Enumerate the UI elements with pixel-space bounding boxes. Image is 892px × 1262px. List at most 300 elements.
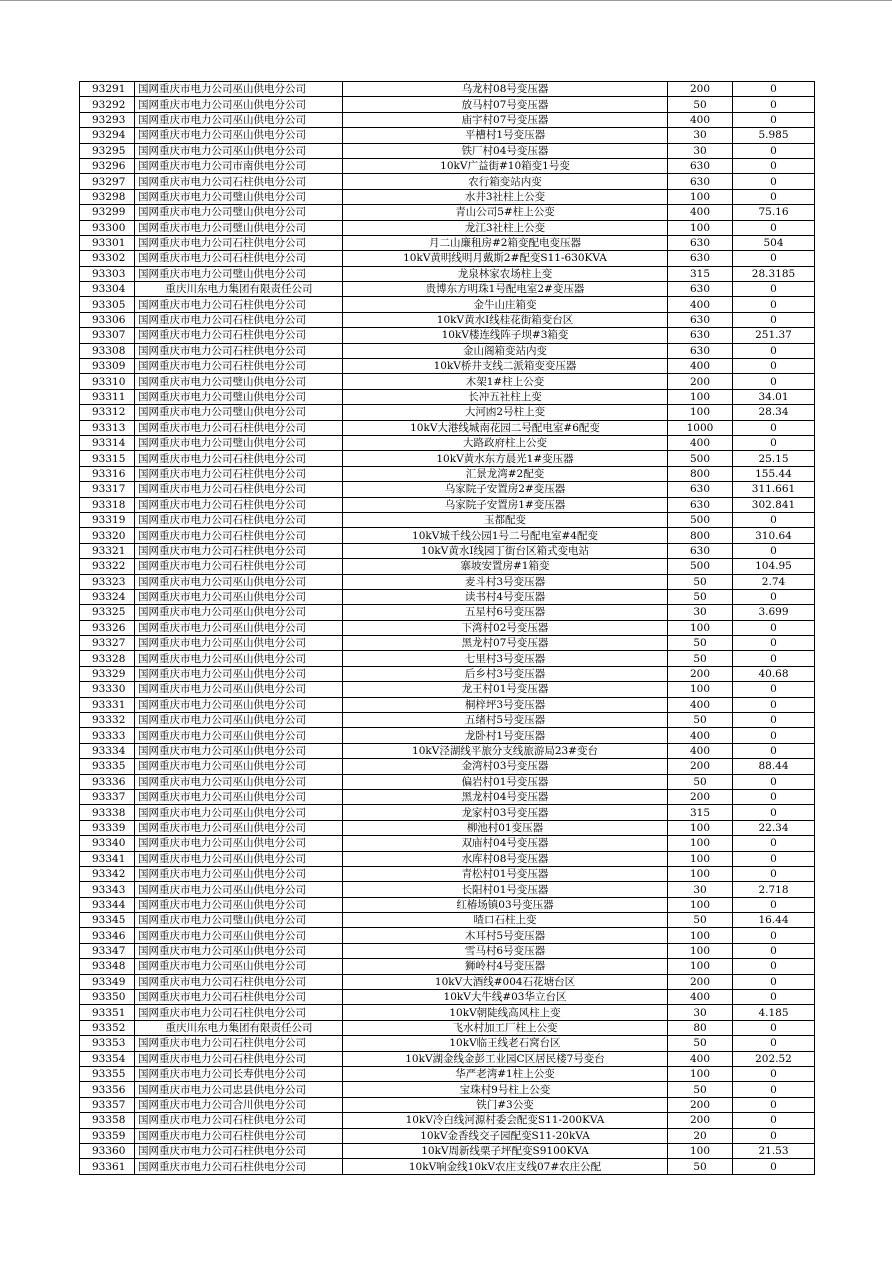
cell-value: 0 [733,158,815,173]
cell-value: 0 [733,359,815,374]
cell-capacity: 100 [668,959,733,974]
table-row [80,174,815,189]
cell-capacity: 50 [668,636,733,651]
cell-capacity: 100 [668,866,733,881]
cell-company: 国网重庆市电力公司巫山供电分公司 [135,128,343,143]
table-row [80,1159,815,1174]
cell-company: 国网重庆市电力公司石柱供电分公司 [135,1051,343,1066]
cell-capacity: 400 [668,112,733,127]
cell-id: 93297 [80,174,135,189]
cell-value: 0 [733,112,815,127]
cell-value: 0 [733,97,815,112]
cell-company: 国网重庆市电力公司巫山供电分公司 [135,605,343,620]
table-row [80,928,815,943]
cell-transformer-name: 庙宇村07号变压器 [343,112,668,127]
cell-transformer-name: 贵博东方明珠1号配电室2#变压器 [343,282,668,297]
cell-value: 0 [733,82,815,97]
cell-company: 国网重庆市电力公司长寿供电分公司 [135,1067,343,1082]
cell-capacity: 30 [668,882,733,897]
cell-transformer-name: 飞水村加工厂柱上公变 [343,1020,668,1035]
cell-value: 0 [733,1082,815,1097]
table-row [80,328,815,343]
cell-value: 0 [733,1067,815,1082]
cell-id: 93336 [80,774,135,789]
table-row [80,143,815,158]
cell-capacity: 630 [668,543,733,558]
cell-company: 国网重庆市电力公司巫山供电分公司 [135,743,343,758]
cell-capacity: 100 [668,1143,733,1158]
cell-transformer-name: 双庙村04号变压器 [343,836,668,851]
cell-capacity: 200 [668,82,733,97]
cell-company: 国网重庆市电力公司巫山供电分公司 [135,897,343,912]
cell-company: 国网重庆市电力公司巫山供电分公司 [135,666,343,681]
cell-transformer-name: 五绪村5号变压器 [343,713,668,728]
table-row [80,651,815,666]
cell-id: 93359 [80,1128,135,1143]
table-row [80,1082,815,1097]
cell-value: 504 [733,235,815,250]
cell-transformer-name: 龙江3社柱上公变 [343,220,668,235]
table-row [80,1020,815,1035]
cell-company: 国网重庆市电力公司巫山供电分公司 [135,112,343,127]
cell-value: 0 [733,1128,815,1143]
cell-transformer-name: 后乡村3号变压器 [343,666,668,681]
cell-company: 国网重庆市电力公司石柱供电分公司 [135,420,343,435]
cell-capacity: 50 [668,713,733,728]
cell-value: 0 [733,220,815,235]
cell-id: 93307 [80,328,135,343]
table-row [80,1113,815,1128]
cell-id: 93341 [80,851,135,866]
cell-capacity: 315 [668,266,733,281]
cell-value: 25.15 [733,451,815,466]
cell-id: 93344 [80,897,135,912]
cell-value: 40.68 [733,666,815,681]
table-row [80,466,815,481]
table-row [80,697,815,712]
cell-id: 93346 [80,928,135,943]
table-row [80,343,815,358]
cell-transformer-name: 长阳村01号变压器 [343,882,668,897]
cell-capacity: 400 [668,1051,733,1066]
cell-id: 93292 [80,97,135,112]
cell-value: 16.44 [733,913,815,928]
cell-capacity: 200 [668,374,733,389]
table-row [80,682,815,697]
cell-capacity: 630 [668,312,733,327]
cell-capacity: 200 [668,759,733,774]
table-row [80,990,815,1005]
cell-transformer-name: 下湾村02号变压器 [343,620,668,635]
table-row [80,805,815,820]
cell-id: 93312 [80,405,135,420]
cell-transformer-name: 七里村3号变压器 [343,651,668,666]
cell-company: 国网重庆市电力公司璧山供电分公司 [135,405,343,420]
cell-transformer-name: 农行箱变站内变 [343,174,668,189]
table-row [80,359,815,374]
table-row [80,1143,815,1158]
cell-id: 93327 [80,636,135,651]
cell-value: 0 [733,1036,815,1051]
cell-transformer-name: 平槽村1号变压器 [343,128,668,143]
table-row [80,158,815,173]
cell-value: 0 [733,1097,815,1112]
cell-transformer-name: 乌家院子安置房2#变压器 [343,482,668,497]
cell-value: 155.44 [733,466,815,481]
cell-transformer-name: 10kV金香线交子园配变S11-20kVA [343,1128,668,1143]
cell-value: 0 [733,713,815,728]
table-row [80,543,815,558]
cell-company: 国网重庆市电力公司巫山供电分公司 [135,774,343,789]
cell-value: 22.34 [733,820,815,835]
cell-value: 0 [733,620,815,635]
cell-value: 3.699 [733,605,815,620]
cell-id: 93338 [80,805,135,820]
cell-company: 国网重庆市电力公司璧山供电分公司 [135,389,343,404]
cell-capacity: 80 [668,1020,733,1035]
cell-value: 0 [733,805,815,820]
cell-id: 93358 [80,1113,135,1128]
cell-company: 国网重庆市电力公司石柱供电分公司 [135,235,343,250]
cell-capacity: 400 [668,990,733,1005]
cell-capacity: 200 [668,666,733,681]
cell-value: 28.3185 [733,266,815,281]
table-row [80,728,815,743]
cell-company: 国网重庆市电力公司巫山供电分公司 [135,959,343,974]
cell-company: 国网重庆市电力公司忠县供电分公司 [135,1082,343,1097]
cell-company: 国网重庆市电力公司巫山供电分公司 [135,728,343,743]
cell-capacity: 100 [668,820,733,835]
cell-id: 93326 [80,620,135,635]
cell-transformer-name: 10kV大港线城南花园二号配电室#6配变 [343,420,668,435]
cell-capacity: 630 [668,235,733,250]
cell-id: 93291 [80,82,135,97]
cell-id: 93323 [80,574,135,589]
cell-id: 93329 [80,666,135,681]
cell-company: 国网重庆市电力公司巫山供电分公司 [135,882,343,897]
cell-id: 93301 [80,235,135,250]
cell-id: 93302 [80,251,135,266]
cell-company: 国网重庆市电力公司石柱供电分公司 [135,559,343,574]
cell-id: 93306 [80,312,135,327]
cell-transformer-name: 宝珠村9号柱上公变 [343,1082,668,1097]
cell-transformer-name: 铁厂村04号变压器 [343,143,668,158]
cell-transformer-name: 10kV黄明线明月戴斯2#配变S11-630KVA [343,251,668,266]
cell-capacity: 20 [668,1128,733,1143]
cell-id: 93309 [80,359,135,374]
table-row [80,251,815,266]
cell-value: 0 [733,897,815,912]
cell-id: 93298 [80,189,135,204]
cell-transformer-name: 10kV冷白线河源村委会配变S11-200KVA [343,1113,668,1128]
cell-capacity: 100 [668,851,733,866]
cell-transformer-name: 金山阁箱变站内变 [343,343,668,358]
table-row [80,82,815,97]
cell-transformer-name: 大河凼2号柱上变 [343,405,668,420]
table-row [80,235,815,250]
cell-capacity: 400 [668,743,733,758]
table-row [80,574,815,589]
cell-capacity: 400 [668,359,733,374]
cell-id: 93360 [80,1143,135,1158]
table-row [80,1005,815,1020]
cell-capacity: 30 [668,128,733,143]
table-row [80,713,815,728]
cell-transformer-name: 水井3社柱上公变 [343,189,668,204]
table-row [80,497,815,512]
cell-capacity: 30 [668,143,733,158]
cell-transformer-name: 青山公司5#柱上公变 [343,205,668,220]
cell-company: 国网重庆市电力公司巫山供电分公司 [135,851,343,866]
cell-capacity: 200 [668,1097,733,1112]
table-row [80,312,815,327]
cell-value: 202.52 [733,1051,815,1066]
cell-transformer-name: 10kV城千线公园1号二号配电室#4配变 [343,528,668,543]
cell-value: 0 [733,836,815,851]
cell-value: 88.44 [733,759,815,774]
table-row [80,974,815,989]
table-row [80,666,815,681]
cell-transformer-name: 柳池村01变压器 [343,820,668,835]
cell-capacity: 200 [668,789,733,804]
cell-value: 0 [733,1113,815,1128]
cell-id: 93332 [80,713,135,728]
cell-transformer-name: 狮岭村4号变压器 [343,959,668,974]
cell-company: 国网重庆市电力公司石柱供电分公司 [135,451,343,466]
cell-transformer-name: 红椿场镇03号变压器 [343,897,668,912]
cell-value: 0 [733,789,815,804]
cell-id: 93337 [80,789,135,804]
cell-id: 93350 [80,990,135,1005]
cell-value: 0 [733,697,815,712]
cell-id: 93305 [80,297,135,312]
cell-id: 93321 [80,543,135,558]
cell-capacity: 100 [668,405,733,420]
cell-capacity: 630 [668,328,733,343]
cell-company: 国网重庆市电力公司巫山供电分公司 [135,820,343,835]
cell-company: 国网重庆市电力公司巫山供电分公司 [135,651,343,666]
cell-id: 93340 [80,836,135,851]
cell-value: 75.16 [733,205,815,220]
cell-value: 0 [733,543,815,558]
cell-company: 国网重庆市电力公司石柱供电分公司 [135,1159,343,1174]
cell-id: 93355 [80,1067,135,1082]
cell-company: 国网重庆市电力公司石柱供电分公司 [135,512,343,527]
table-row [80,189,815,204]
cell-id: 93303 [80,266,135,281]
cell-company: 国网重庆市电力公司巫山供电分公司 [135,759,343,774]
cell-capacity: 100 [668,389,733,404]
cell-id: 93324 [80,589,135,604]
cell-transformer-name: 龙卧村1号变压器 [343,728,668,743]
cell-id: 93334 [80,743,135,758]
cell-id: 93296 [80,158,135,173]
table-row [80,389,815,404]
cell-transformer-name: 10kV黄水Ⅰ线桂花街箱变台区 [343,312,668,327]
cell-id: 93299 [80,205,135,220]
cell-company: 国网重庆市电力公司巫山供电分公司 [135,713,343,728]
cell-id: 93353 [80,1036,135,1051]
table-row [80,297,815,312]
cell-value: 0 [733,589,815,604]
cell-value: 0 [733,1159,815,1174]
cell-company: 国网重庆市电力公司璧山供电分公司 [135,266,343,281]
cell-value: 34.01 [733,389,815,404]
cell-value: 0 [733,928,815,943]
cell-transformer-name: 龙家村03号变压器 [343,805,668,820]
page-top-rule [0,0,892,1]
cell-value: 0 [733,959,815,974]
table-row [80,913,815,928]
table-row [80,112,815,127]
cell-company: 国网重庆市电力公司巫山供电分公司 [135,589,343,604]
cell-transformer-name: 10kV黄水Ⅰ线园丁街台区箱式变电站 [343,543,668,558]
cell-capacity: 630 [668,174,733,189]
cell-value: 0 [733,990,815,1005]
cell-capacity: 100 [668,620,733,635]
cell-value: 302.841 [733,497,815,512]
cell-id: 93322 [80,559,135,574]
cell-value: 0 [733,420,815,435]
cell-transformer-name: 黑龙村07号变压器 [343,636,668,651]
cell-id: 93310 [80,374,135,389]
cell-capacity: 50 [668,1082,733,1097]
cell-company: 国网重庆市电力公司石柱供电分公司 [135,1143,343,1158]
cell-id: 93348 [80,959,135,974]
cell-value: 0 [733,1020,815,1035]
cell-value: 0 [733,174,815,189]
table-row [80,605,815,620]
cell-transformer-name: 桐梓坪3号变压器 [343,697,668,712]
table-row [80,405,815,420]
cell-id: 93342 [80,866,135,881]
cell-value: 0 [733,943,815,958]
cell-value: 0 [733,312,815,327]
cell-capacity: 50 [668,97,733,112]
cell-id: 93295 [80,143,135,158]
cell-company: 国网重庆市电力公司巫山供电分公司 [135,636,343,651]
transformer-table [79,81,815,1175]
cell-id: 93330 [80,682,135,697]
cell-capacity: 50 [668,589,733,604]
table-row [80,451,815,466]
cell-company: 国网重庆市电力公司石柱供电分公司 [135,328,343,343]
cell-capacity: 50 [668,574,733,589]
table-row [80,897,815,912]
cell-id: 93316 [80,466,135,481]
cell-company: 国网重庆市电力公司石柱供电分公司 [135,1005,343,1020]
cell-id: 93313 [80,420,135,435]
table-row [80,266,815,281]
table-row [80,435,815,450]
cell-capacity: 50 [668,651,733,666]
cell-transformer-name: 木耳村5号变压器 [343,928,668,943]
table-row [80,774,815,789]
cell-transformer-name: 大路政府柱上公变 [343,435,668,450]
cell-capacity: 400 [668,728,733,743]
cell-value: 0 [733,774,815,789]
table-row [80,636,815,651]
cell-id: 93356 [80,1082,135,1097]
table-row [80,789,815,804]
cell-transformer-name: 金牛山庄箱变 [343,297,668,312]
table-row [80,1128,815,1143]
cell-company: 国网重庆市电力公司璧山供电分公司 [135,435,343,450]
cell-company: 国网重庆市电力公司石柱供电分公司 [135,297,343,312]
cell-company: 重庆川东电力集团有限责任公司 [135,1020,343,1035]
cell-value: 21.53 [733,1143,815,1158]
table-row [80,743,815,758]
cell-transformer-name: 寨坡安置房#1箱变 [343,559,668,574]
cell-capacity: 400 [668,435,733,450]
cell-value: 0 [733,636,815,651]
cell-id: 93317 [80,482,135,497]
cell-id: 93294 [80,128,135,143]
cell-transformer-name: 10kV楼连线阵子坝#3箱变 [343,328,668,343]
cell-capacity: 630 [668,482,733,497]
cell-id: 93347 [80,943,135,958]
table-row [80,836,815,851]
cell-value: 2.718 [733,882,815,897]
table-row [80,866,815,881]
table-row [80,528,815,543]
cell-company: 国网重庆市电力公司石柱供电分公司 [135,1036,343,1051]
cell-id: 93328 [80,651,135,666]
cell-id: 93318 [80,497,135,512]
cell-value: 0 [733,682,815,697]
cell-company: 国网重庆市电力公司石柱供电分公司 [135,497,343,512]
cell-capacity: 100 [668,682,733,697]
cell-transformer-name: 玉都配变 [343,512,668,527]
cell-capacity: 30 [668,1005,733,1020]
cell-capacity: 630 [668,343,733,358]
cell-company: 国网重庆市电力公司石柱供电分公司 [135,312,343,327]
cell-company: 国网重庆市电力公司巫山供电分公司 [135,789,343,804]
cell-value: 0 [733,512,815,527]
cell-capacity: 630 [668,158,733,173]
cell-company: 国网重庆市电力公司巫山供电分公司 [135,805,343,820]
cell-capacity: 30 [668,605,733,620]
cell-capacity: 400 [668,697,733,712]
cell-capacity: 50 [668,1159,733,1174]
cell-capacity: 630 [668,251,733,266]
cell-transformer-name: 龙王村01号变压器 [343,682,668,697]
cell-company: 国网重庆市电力公司璧山供电分公司 [135,374,343,389]
table-body [80,82,815,1175]
cell-value: 0 [733,851,815,866]
cell-value: 0 [733,866,815,881]
cell-capacity: 800 [668,528,733,543]
cell-transformer-name: 10kV黄水东方晨光1#变压器 [343,451,668,466]
cell-company: 国网重庆市电力公司巫山供电分公司 [135,943,343,958]
cell-company: 国网重庆市电力公司合川供电分公司 [135,1097,343,1112]
table-row [80,512,815,527]
cell-company: 国网重庆市电力公司石柱供电分公司 [135,343,343,358]
cell-company: 国网重庆市电力公司璧山供电分公司 [135,913,343,928]
cell-value: 0 [733,143,815,158]
cell-transformer-name: 水库村08号变压器 [343,851,668,866]
cell-value: 0 [733,251,815,266]
cell-company: 国网重庆市电力公司巫山供电分公司 [135,697,343,712]
cell-company: 国网重庆市电力公司巫山供电分公司 [135,620,343,635]
cell-company: 国网重庆市电力公司石柱供电分公司 [135,990,343,1005]
cell-capacity: 50 [668,913,733,928]
cell-transformer-name: 龙泉林家农场柱上变 [343,266,668,281]
cell-capacity: 200 [668,1113,733,1128]
cell-transformer-name: 铁门#3公变 [343,1097,668,1112]
table-row [80,882,815,897]
cell-capacity: 500 [668,559,733,574]
